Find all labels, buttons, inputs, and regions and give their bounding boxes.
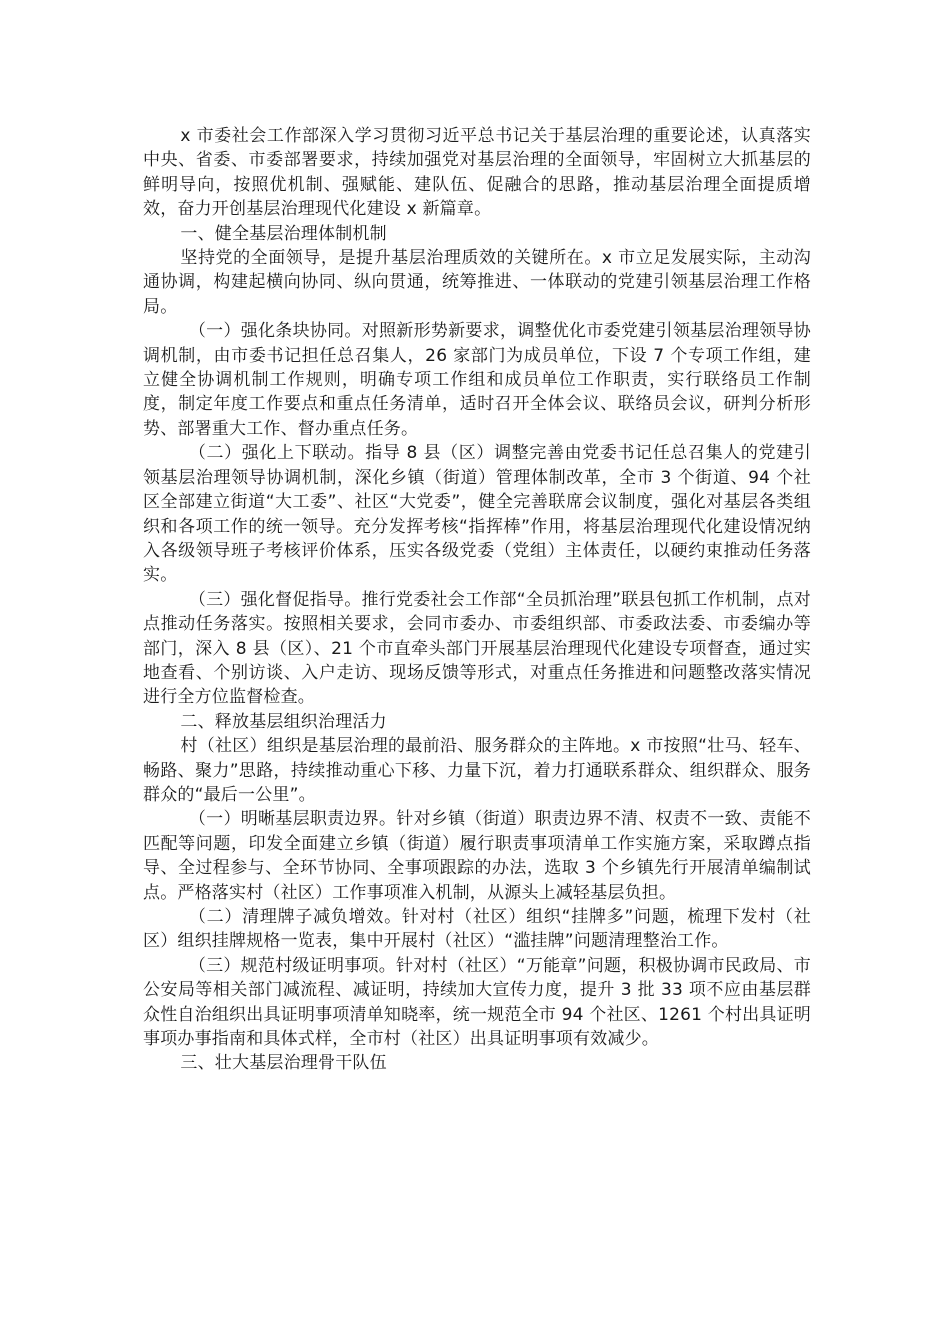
section-heading-1: 一、健全基层治理体制机制 xyxy=(180,223,387,244)
section-1-item-2: （二）强化上下联动。指导 8 县（区）调整完善由党委书记任总召集人的党建引领基层治理领导协调机制，深化乡镇（街道）管理体制改革，全市 3 个街道、94 个社区全部建立街道“大工委”、社区“大党委”，健全完善联席会议制度，强化对基层各类组织和各项工作的统一领导。充分发挥考核“指挥棒”作用，将基层治理现代化建设情况纳入各级领导班子考核评价体系，压实各级党委（党组）主体责任，以硬约束推动任务落实。 xyxy=(143,443,811,586)
section-2-item-3: （三）规范村级证明事项。针对村（社区）“万能章”问题，积极协调市民政局、市公安局等相关部门减流程、减证明，持续加大宣传力度，提升 3 批 33 项不应由基层群众性自治组织出具证明事项清单知晓率，统一规范全市 94 个社区、1261 个村出具证明事项办事指南和具体式样，全市村（社区）出具证明事项有效减少。 xyxy=(143,955,811,1050)
section-1-lead: 坚持党的全面领导，是提升基层治理质效的关键所在。x 市立足发展实际，主动沟通协调，构建起横向协同、纵向贯通，统筹推进、一体联动的党建引领基层治理工作格局。 xyxy=(143,248,811,317)
section-2-item-1: （一）明晰基层职责边界。针对乡镇（街道）职责边界不清、权责不一致、责能不匹配等问题，印发全面建立乡镇（街道）履行职责事项清单工作实施方案，采取蹲点指导、全过程参与、全环节协同、全事项跟踪的办法，选取 3 个乡镇先行开展清单编制试点。严格落实村（社区）工作事项准入机制，从源头上减轻基层负担。 xyxy=(143,809,811,903)
section-1-item-3: （三）强化督促指导。推行党委社会工作部“全员抓治理”联县包抓工作机制，点对点推动任务落实。按照相关要求，会同市委办、市委组织部、市委政法委、市委编办等部门，深入 8 县（区）、21 个市直牵头部门开展基层治理现代化建设专项督查，通过实地查看、个别访谈、入户走访、现场反馈等形式，对重点任务推进和问题整改落实情况进行全方位监督检查。 xyxy=(143,589,811,708)
section-1-item-1: （一）强化条块协同。对照新形势新要求，调整优化市委党建引领基层治理领导协调机制，由市委书记担任总召集人，26 家部门为成员单位，下设 7 个专项工作组，建立健全协调机制工作规则，明确专项工作组和成员单位工作职责，实行联络员工作制度，制定年度工作要点和重点任务清单，适时召开全体会议、联络员会议，研判分析形势、部署重大工作、督办重点任务。 xyxy=(143,321,811,439)
section-2-lead: 村（社区）组织是基层治理的最前沿、服务群众的主阵地。x 市按照“壮马、轻车、畅路、聚力”思路，持续推动重心下移、力量下沉，着力打通联系群众、组织群众、服务群众的“最后一公里”。 xyxy=(143,736,811,805)
section-heading-2: 二、释放基层组织治理活力 xyxy=(180,711,387,732)
document-page xyxy=(143,124,811,1076)
section-heading-3: 三、壮大基层治理骨干队伍 xyxy=(180,1053,387,1074)
intro-paragraph: x 市委社会工作部深入学习贯彻习近平总书记关于基层治理的重要论述，认真落实中央、省委、市委部署要求，持续加强党对基层治理的全面领导，牢固树立大抓基层的鲜明导向，按照优机制、强赋能、建队伍、促融合的思路，推动基层治理全面提质增效，奋力开创基层治理现代化建设 x 新篇章。 xyxy=(143,126,811,220)
section-2-item-2: （二）清理牌子减负增效。针对村（社区）组织“挂牌多”问题，梳理下发村（社区）组织挂牌规格一览表，集中开展村（社区）“滥挂牌”问题清理整治工作。 xyxy=(143,907,811,952)
